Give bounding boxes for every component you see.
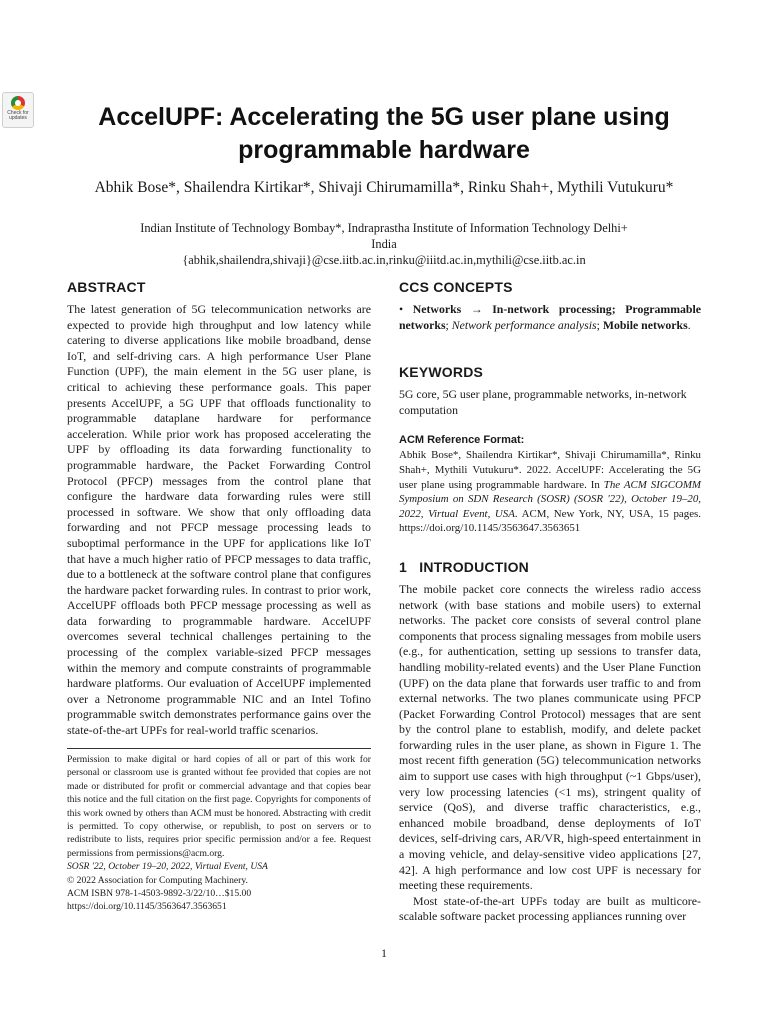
footnote-divider bbox=[67, 748, 371, 749]
acm-reference-heading: ACM Reference Format: bbox=[399, 434, 525, 447]
acm-reference-text: Abhik Bose*, Shailendra Kirtikar*, Shivaji Chirumamilla*, Rinku Shah+, Mythili Vutukuru*. 2022. AccelUPF: Accelerating the 5G user plane using programmable hardware. In The ACM SIGCOMM Symposium on SDN Research (SOSR) (SOSR '22), October 19–20, 2022, Virtual Event, USA. ACM, New York, NY, USA, 15 pages. https://doi.org/10.1145/3563647.3563651 bbox=[399, 449, 702, 535]
abstract-heading: ABSTRACT bbox=[67, 279, 146, 295]
check-for-updates-icon bbox=[11, 96, 25, 110]
affiliation-line-2: India bbox=[371, 237, 397, 251]
keywords-text: 5G core, 5G user plane, programmable networks, in-network computation bbox=[399, 387, 687, 417]
right-column bbox=[399, 278, 701, 925]
page-number: 1 bbox=[381, 946, 387, 960]
copyright-line: © 2022 Association for Computing Machinery. bbox=[67, 874, 248, 886]
keywords-heading: KEYWORDS bbox=[399, 364, 484, 381]
intro-paragraph-1: The mobile packet core connects the wireless radio access network (with base stations and mobile users) to external networks. The packet core consists of several control plane components that process signaling messages from mobile users (e.g., for authentication, setting up sessions to transfer data, handling mobility-related events) and the User Plane Function (UPF) on the data plane that forwards user traffic to and from external networks. The two planes communicate using PFCP (Packet Forwarding Control Protocol) messages that are sent by the control plane to establish, modify, and delete packet forwarding rules in the user plane, as shown in Figure 1. The most recent fifth generation (5G) telecommunication networks aim to support use cases with high throughput (~1 Gbps/user), very low processing latencies (<1 ms), stringent quality of service (QoS), and diverse traffic characteristics, e.g., enhanced mobile broadband, dense deployments of IoT devices, self-driving cars, AR/VR, high-speed entertainment in a moving vehicle, and delay-sensitive video applications [27, 42]. A high performance and low cost UPF is necessary for meeting these requirements. bbox=[399, 581, 701, 893]
doi-link[interactable]: https://doi.org/10.1145/3563647.3563651 bbox=[67, 901, 227, 913]
affiliations bbox=[60, 220, 708, 268]
check-for-updates-badge[interactable] bbox=[2, 92, 34, 128]
copyright-footnote bbox=[67, 753, 371, 914]
permission-notice: Permission to make digital or hard copies of all or part of this work for personal or classroom use is granted without fee provided that copies are not made or distributed for profit or commercial advantage and that copies bear this notice and the full citation on the first page. Copyrights for components of this work owned by others than ACM must be honored. Abstracting with credit is permitted. To copy otherwise, or republish, to post on servers or to redistribute to lists, requires prior specific permission and/or a fee. Request permissions from permissions@acm.org. bbox=[67, 754, 371, 859]
introduction-heading: 1 INTRODUCTION bbox=[399, 558, 529, 575]
badge-label-line1: Check for bbox=[7, 110, 29, 116]
affiliation-line-1: Indian Institute of Technology Bombay*, Indraprastha Institute of Information Technology Delhi+ bbox=[140, 221, 628, 235]
badge-label-line2: updates bbox=[9, 115, 27, 121]
author-list: Abhik Bose*, Shailendra Kirtikar*, Shivaji Chirumamilla*, Rinku Shah+, Mythili Vutukuru* bbox=[94, 179, 674, 196]
ccs-heading: CCS CONCEPTS bbox=[399, 279, 513, 295]
paper-title: AccelUPF: Accelerating the 5G user plane using programmable hardware bbox=[98, 103, 670, 164]
intro-paragraph-2: Most state-of-the-art UPFs today are built as multicore-scalable software packet processing appliances running over bbox=[399, 893, 701, 924]
abstract-text: The latest generation of 5G telecommunication networks are expected to provide high throughput and low latency while catering to diverse applications like mobile broadband, dense IoT, and self-driving cars. A high performance User Plane Function (UPF), the main element in the 5G user plane, is critical to achieving these performance goals. This paper presents AccelUPF, a 5G UPF that offloads functionality to programmable dataplane hardware for performance acceleration. While prior work has proposed accelerating the UPF by offloading its data forwarding functionality to programmable hardware, the Packet Forwarding Control Protocol (PFCP) messages from the control plane that configure the hardware data forwarding rules were still processed in software. We show that only offloading data forwarding and not PFCP message processing leads to suboptimal performance in the UPF for applications like IoT that have a much higher ratio of PFCP messages to data traffic, due to a bottleneck at the software control plane that configures the hardware packet forwarding rules. In contrast to prior work, AccelUPF offloads both PFCP message processing as well as data forwarding to programmable hardware. AccelUPF overcomes several technical challenges pertaining to the processing of the complex variable-sized PFCP messages within the memory and compute constraints of programmable hardware platforms. Our evaluation of AccelUPF implemented over a Netronome programmable NIC and an Intel Tofino programmable switch demonstrates performance gains over the state-of-the-art UPFs for real-world traffic scenarios. bbox=[67, 302, 371, 738]
ccs-concepts: • Networks → In-network processing; Programmable networks; Network performance analysis; Mobile networks. bbox=[399, 302, 702, 332]
conference-venue: SOSR '22, October 19–20, 2022, Virtual Event, USA bbox=[67, 861, 268, 873]
left-column bbox=[67, 278, 371, 739]
isbn-line: ACM ISBN 978-1-4503-9892-3/22/10…$15.00 bbox=[67, 888, 252, 900]
author-emails: {abhik,shailendra,shivaji}@cse.iitb.ac.in,rinku@iiitd.ac.in,mythili@cse.iitb.ac.in bbox=[182, 253, 586, 267]
